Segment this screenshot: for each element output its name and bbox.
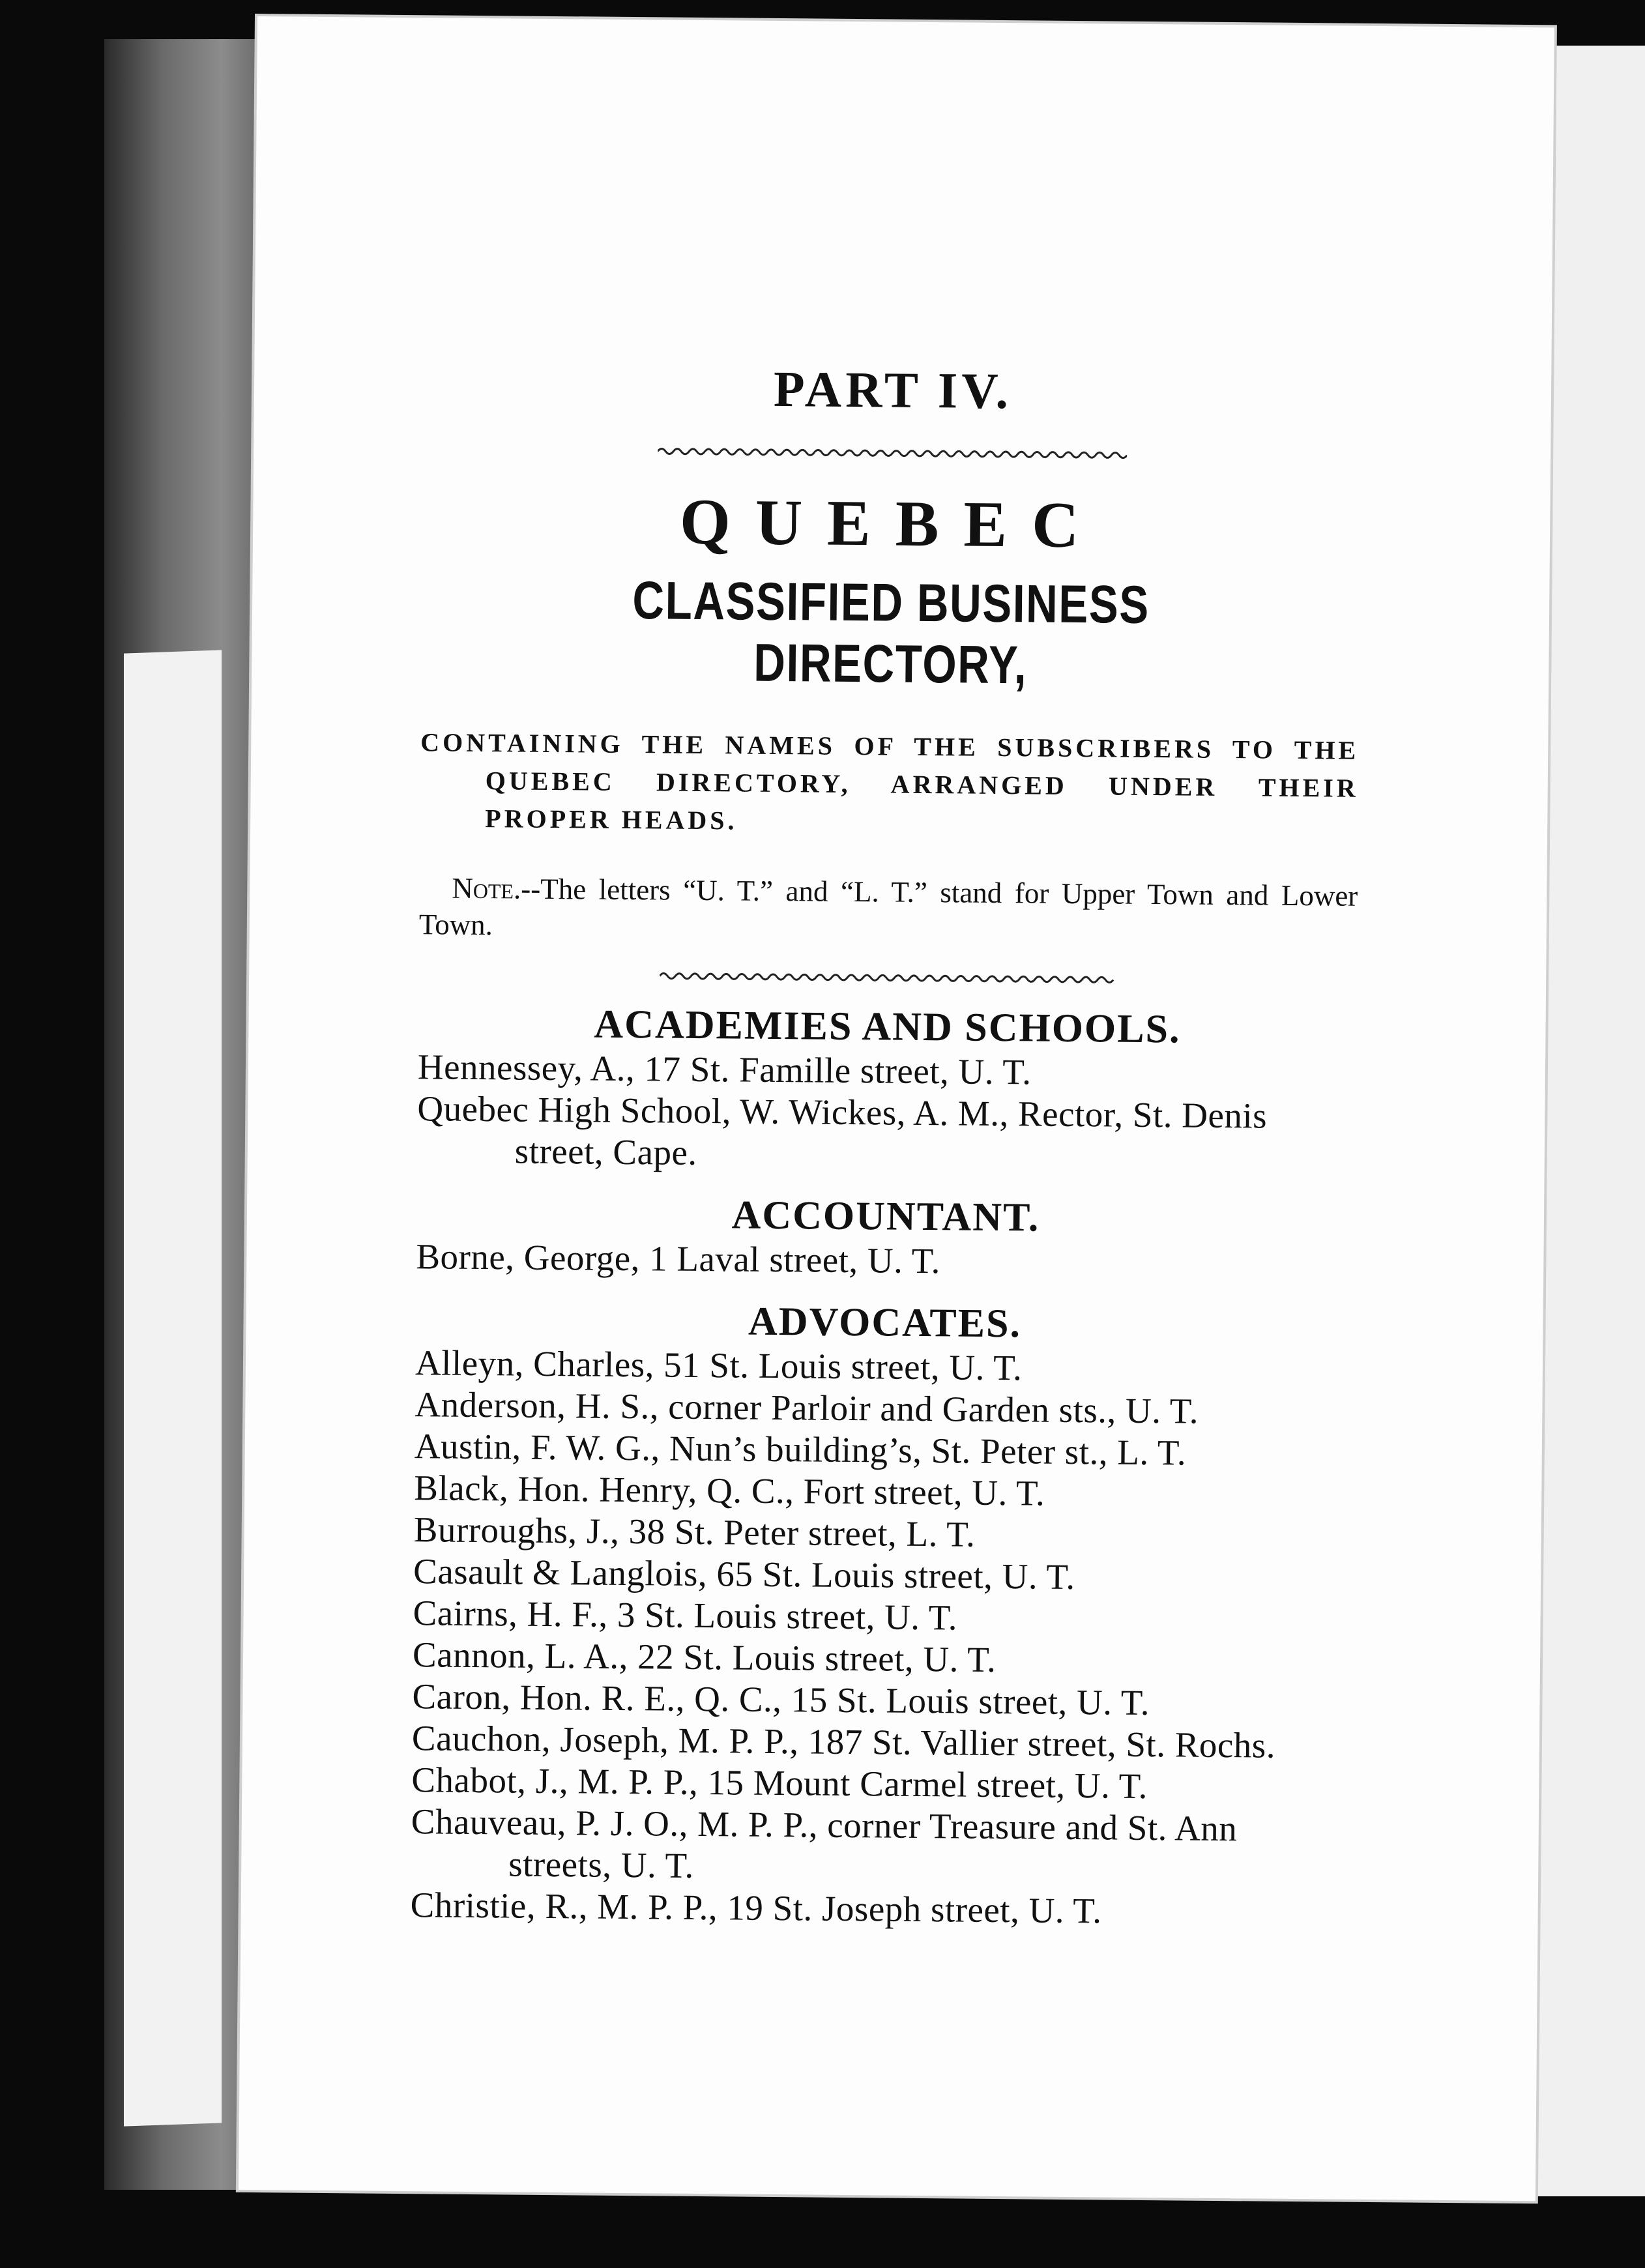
directory-entry: Cairns, H. F., 3 St. Louis street, U. T. bbox=[413, 1593, 958, 1638]
entry-list bbox=[416, 1236, 1355, 1286]
section-heading: ADVOCATES. bbox=[748, 1299, 1022, 1346]
directory-entry: Anderson, H. S., corner Parloir and Garden sts., U. T. bbox=[415, 1384, 1199, 1431]
part-title: PART IV. bbox=[773, 360, 1013, 420]
section-advocates bbox=[410, 1296, 1354, 1934]
directory-entry: Burroughs, J., 38 St. Peter street, L. T. bbox=[413, 1509, 976, 1554]
page-edge-strip bbox=[124, 650, 222, 2126]
directory-entry: Casault & Langlois, 65 St. Louis street, U. T. bbox=[413, 1551, 1075, 1597]
note-paragraph bbox=[419, 869, 1358, 951]
directory-entry: Quebec High School, W. Wickes, A. M., Rector, St. Denis street, Cape. bbox=[417, 1088, 1268, 1172]
note-text: --The letters “U. T.” and “L. T.” stand for Upper Town and Lower Town. bbox=[418, 872, 1358, 942]
directory-title: CLASSIFIED BUSINESS DIRECTORY, bbox=[632, 571, 1150, 695]
wavy-rule-bottom bbox=[660, 968, 1116, 987]
directory-entry: Cannon, L. A., 22 St. Louis street, U. T. bbox=[412, 1635, 997, 1679]
book-page bbox=[239, 16, 1554, 2201]
entry-list bbox=[417, 1046, 1357, 1180]
city-title: QUEBEC bbox=[679, 485, 1104, 562]
section-accountant bbox=[416, 1189, 1355, 1286]
entry-list bbox=[410, 1342, 1354, 1934]
wavy-rule-top bbox=[658, 443, 1127, 463]
directory-entry: Black, Hon. Henry, Q. C., Fort street, U. T. bbox=[414, 1468, 1045, 1513]
directory-entry: Cauchon, Joseph, M. P. P., 187 St. Vallier street, St. Rochs. bbox=[411, 1718, 1276, 1766]
section-heading: ACADEMIES AND SCHOOLS. bbox=[594, 1002, 1181, 1052]
directory-entry: Alleyn, Charles, 51 St. Louis street, U. T. bbox=[415, 1343, 1023, 1388]
directory-entry: Caron, Hon. R. E., Q. C., 15 St. Louis street, U. T. bbox=[412, 1676, 1150, 1723]
section-heading: ACCOUNTANT. bbox=[731, 1193, 1040, 1240]
directory-entry: Borne, George, 1 Laval street, U. T. bbox=[416, 1236, 941, 1281]
section-academies bbox=[417, 1000, 1357, 1180]
directory-entry: Chauveau, P. J. O., M. P. P., corner Treasure and St. Ann streets, U. T. bbox=[411, 1801, 1238, 1885]
containing-description: CONTAINING THE NAMES OF THE SUBSCRIBERS TO THE QUEBEC DIRECTORY, ARRANGED UNDER THEIR PROPER HEADS. bbox=[420, 727, 1360, 836]
directory-entry: Chabot, J., M. P. P., 15 Mount Carmel street, U. T. bbox=[411, 1760, 1148, 1807]
page-content bbox=[410, 356, 1362, 1934]
note-label: Note. bbox=[452, 871, 521, 905]
directory-entry: Hennessey, A., 17 St. Famille street, U. T. bbox=[417, 1047, 1032, 1092]
directory-entry: Christie, R., M. P. P., 19 St. Joseph street, U. T. bbox=[410, 1885, 1102, 1931]
directory-entry: Austin, F. W. G., Nun’s building’s, St. Peter st., L. T. bbox=[414, 1426, 1187, 1473]
